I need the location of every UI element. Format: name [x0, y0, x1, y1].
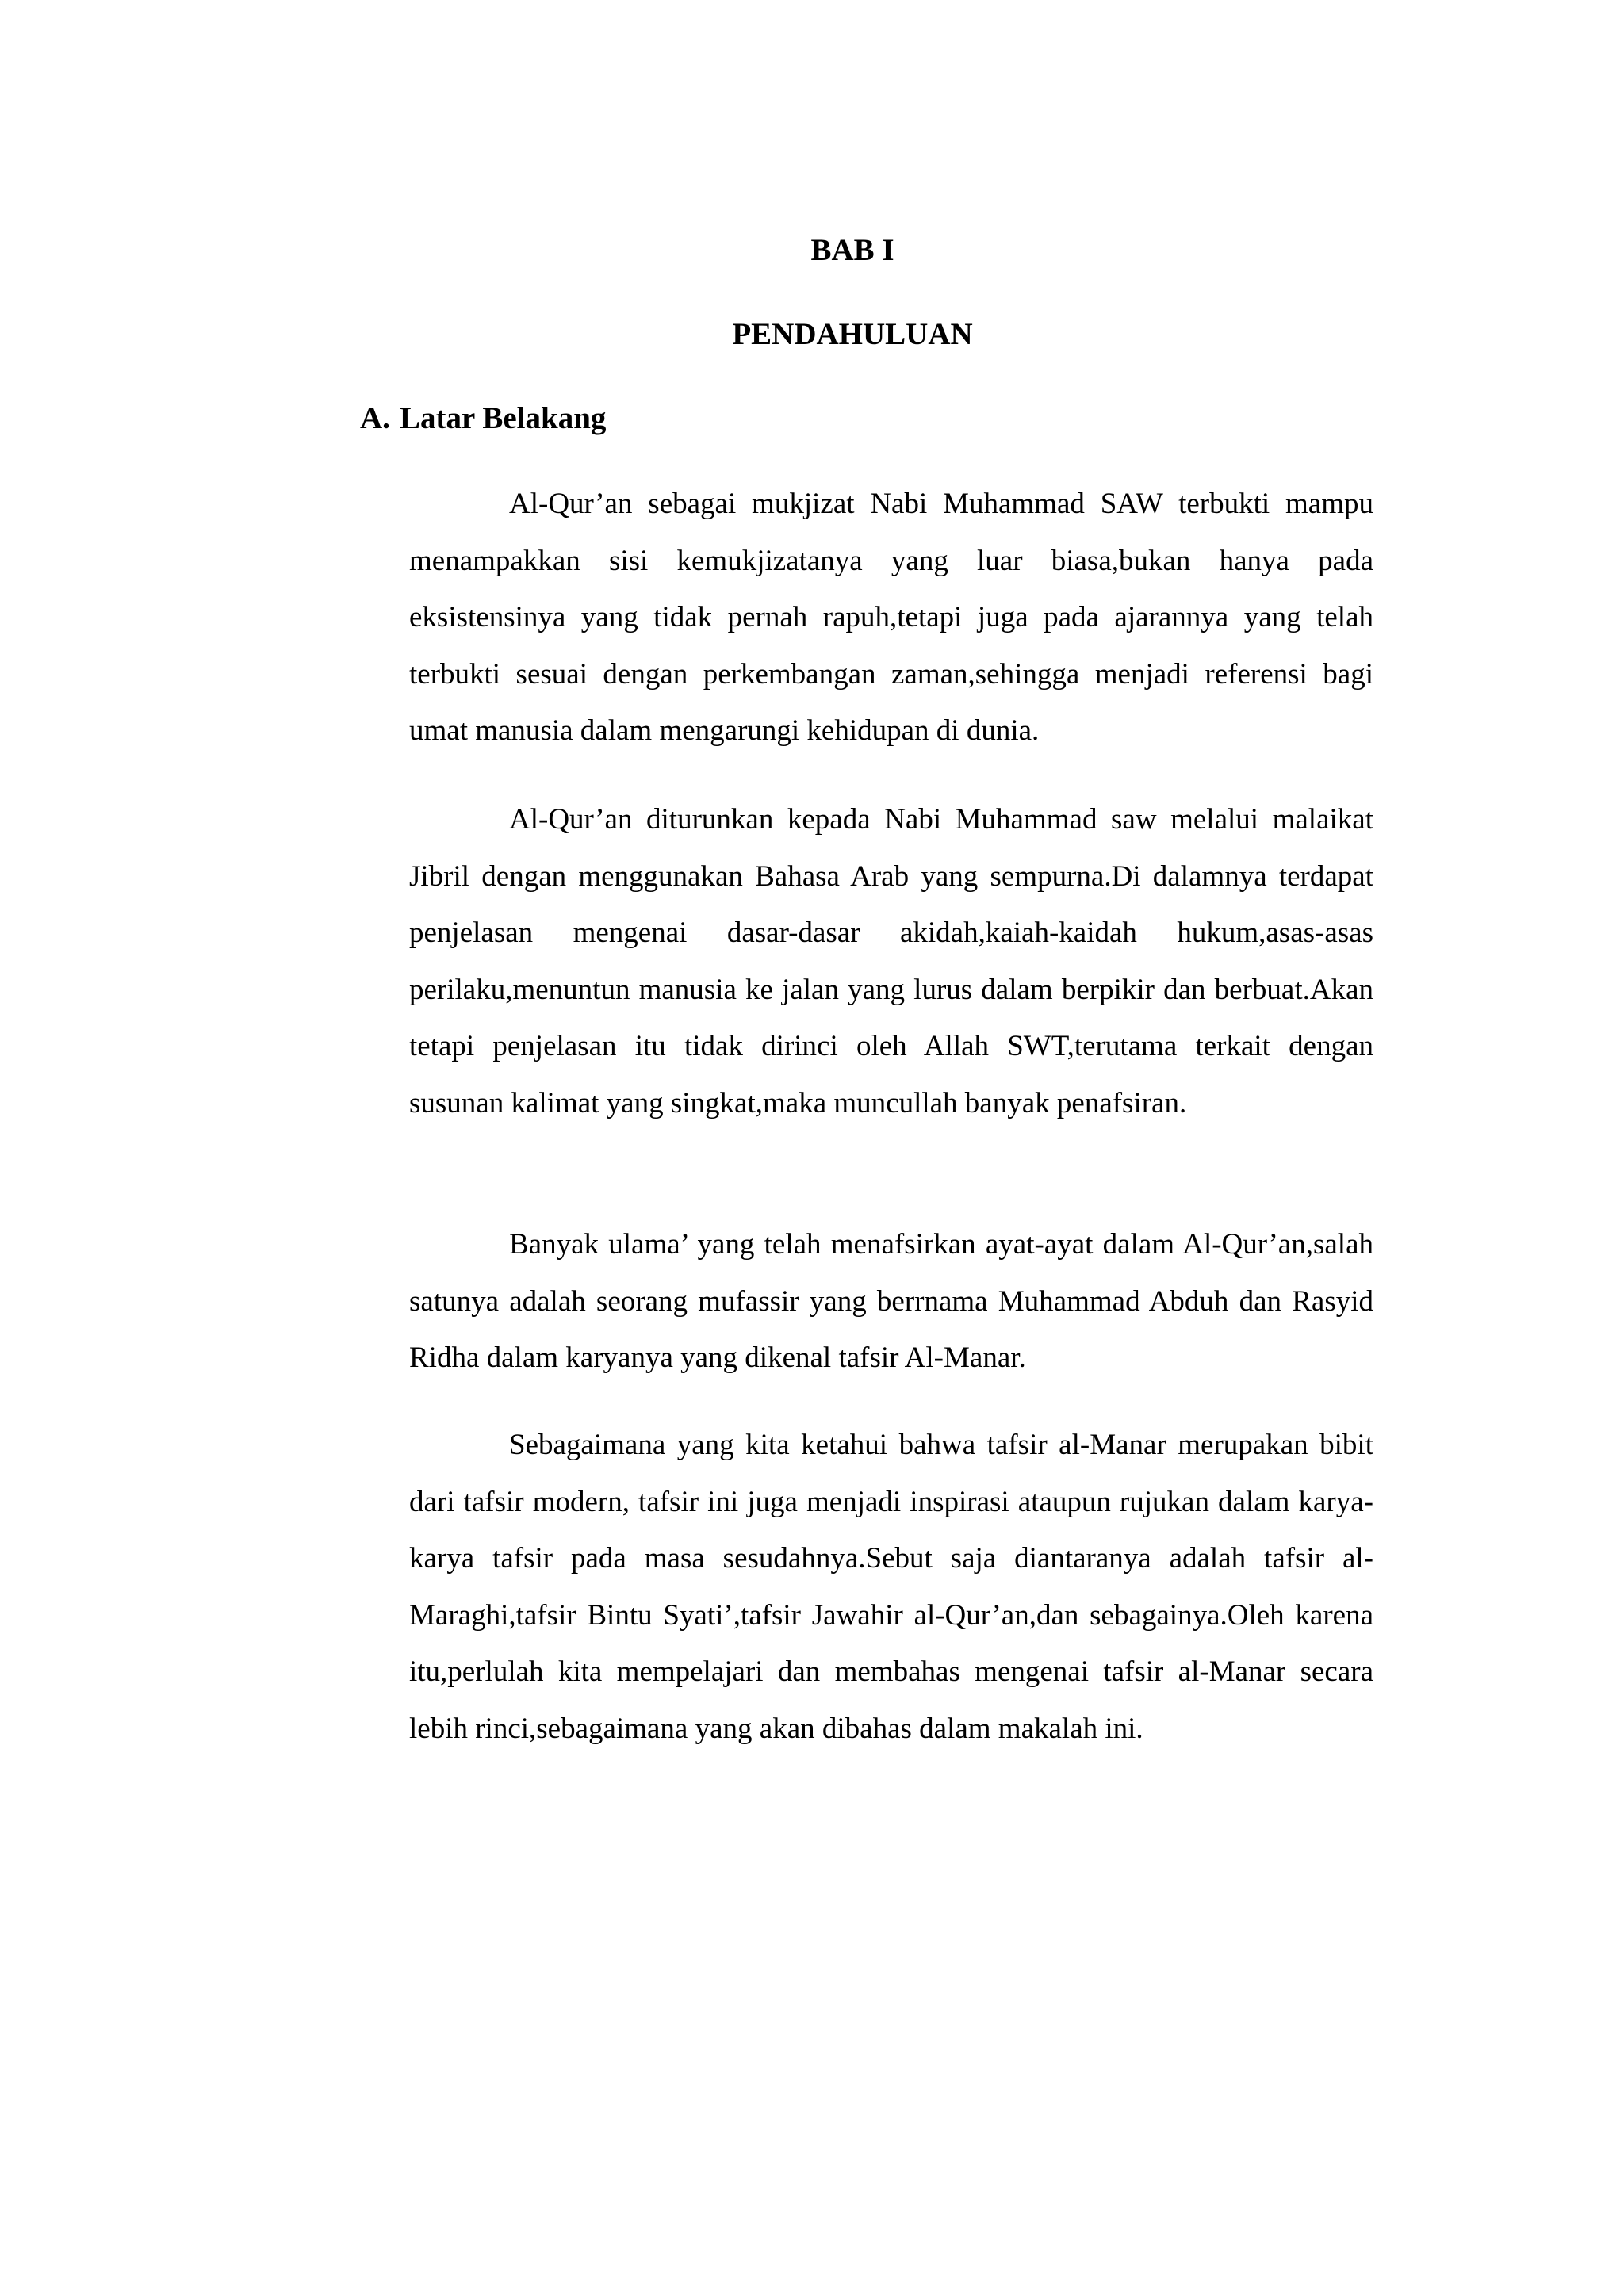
section-title: Latar Belakang [400, 401, 607, 435]
chapter-title: PENDAHULUAN [732, 317, 973, 351]
paragraph: Sebagaimana yang kita ketahui bahwa tafsir al-Manar merupakan bibit dari tafsir modern, tafsir ini juga menjadi inspirasi ataupun rujukan dalam karya-karya tafsir pada masa sesudahnya.Sebut saja diantaranya adalah tafsir al-Maraghi,tafsir Bintu Syati’,tafsir Jawahir al-Qur’an,dan sebagainya.Oleh karena itu,perlulah kita mempelajari dan membahas mengenai tafsir al-Manar secara lebih rinci,sebagaimana yang akan dibahas dalam makalah ini. [409, 1429, 1373, 1745]
paragraph: Banyak ulama’ yang telah menafsirkan ayat-ayat dalam Al-Qur’an,salah satunya adalah seorang mufassir yang berrnama Muhammad Abduh dan Rasyid Ridha dalam karyanya yang dikenal tafsir Al-Manar. [409, 1228, 1373, 1374]
paragraph: Al-Qur’an diturunkan kepada Nabi Muhammad saw melalui malaikat Jibril dengan menggunakan Bahasa Arab yang sempurna.Di dalamnya terdapat penjelasan mengenai dasar-dasar akidah,kaiah-kaidah hukum,asas-asas perilaku,menuntun manusia ke jalan yang lurus dalam berpikir dan berbuat.Akan tetapi penjelasan itu tidak dirinci oleh Allah SWT,terutama terkait dengan susunan kalimat yang singkat,maka muncullah banyak penafsiran. [409, 803, 1373, 1119]
section-marker: A. [360, 401, 390, 435]
paragraph: Al-Qur’an sebagai mukjizat Nabi Muhammad SAW terbukti mampu menampakkan sisi kemukjizatanya yang luar biasa,bukan hanya pada eksistensinya yang tidak pernah rapuh,tetapi juga pada ajarannya yang telah terbukti sesuai dengan perkembangan zaman,sehingga menjadi referensi bagi umat manusia dalam mengarungi kehidupan di dunia. [409, 488, 1373, 747]
chapter-number: BAB I [810, 233, 894, 267]
section-heading [360, 400, 606, 438]
